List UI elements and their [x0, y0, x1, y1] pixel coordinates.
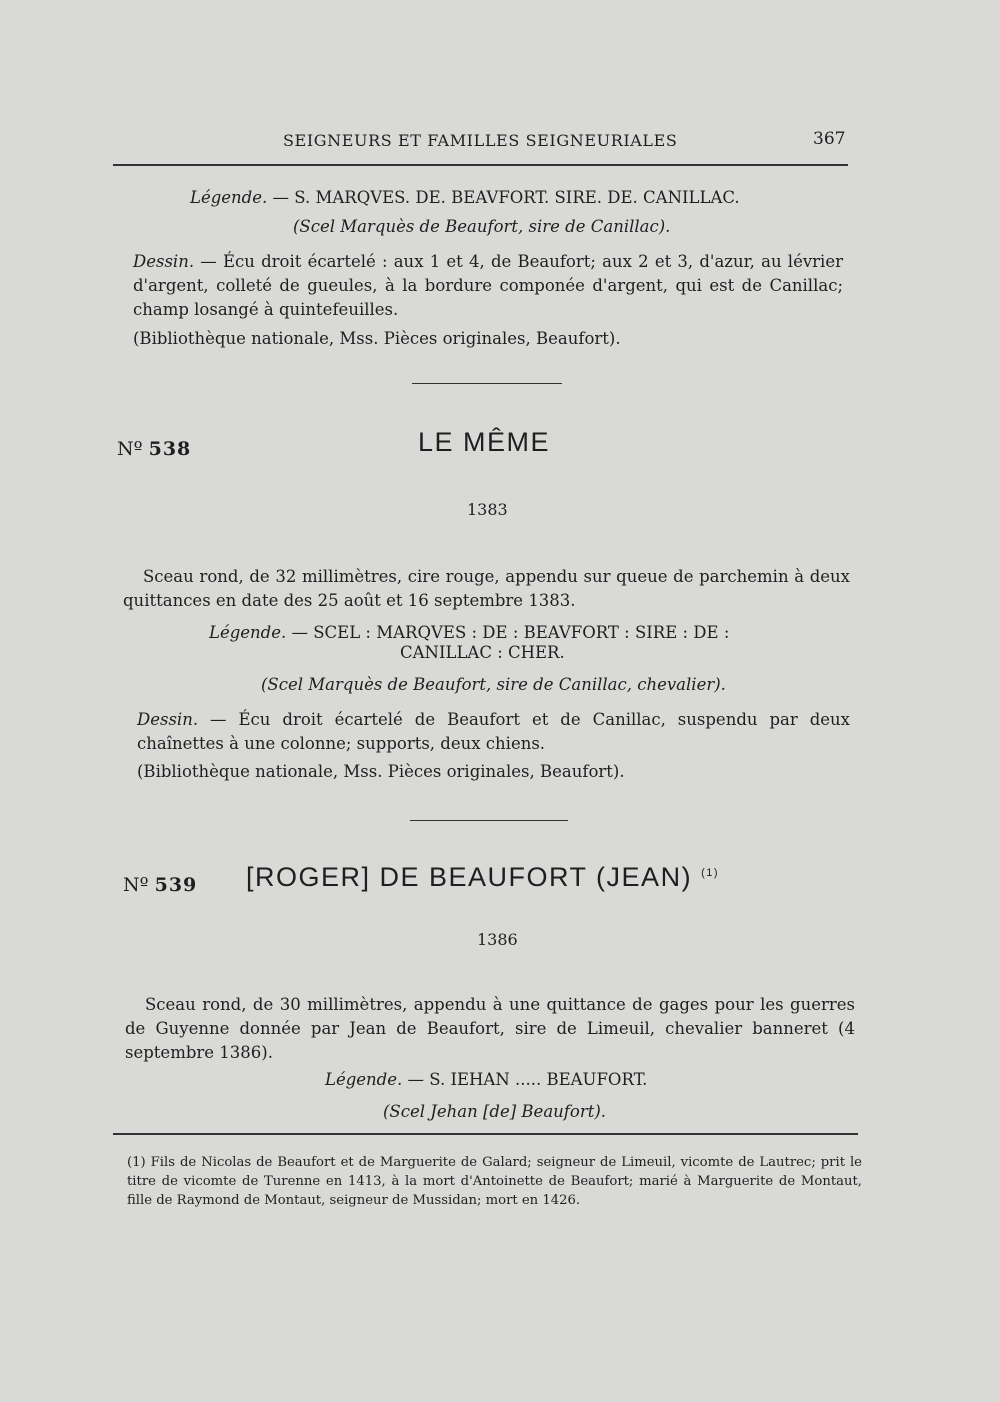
footnote-rule — [113, 1133, 858, 1135]
entry-number-prefix: Nº — [117, 438, 143, 460]
entry-title — [246, 862, 719, 893]
dessin-text: Écu droit écartelé de Beaufort et de Canillac, suspendu par deux chaînettes à une colonne; supports, deux chiens. — [137, 710, 850, 753]
footnote: (1) Fils de Nicolas de Beaufort et de Marguerite de Galard; seigneur de Limeuil, vicomte de Lautrec; prit le titre de vicomte de Turenne en 1413, à la mort d'Antoinette de Beaufort; marié à Marguerite de Montaut, fille de Raymond de Montaut, seigneur de Mussidan; mort en 1426. — [127, 1155, 862, 1208]
running-header: SEIGNEURS ET FAMILLES SEIGNEURIALES — [283, 131, 678, 150]
legende-label: Légende. — — [325, 1070, 424, 1089]
entry-year: 1383 — [467, 500, 508, 519]
entry-number-prefix: Nº — [123, 874, 149, 896]
prev-source: (Bibliothèque nationale, Mss. Pièces originales, Beaufort). — [133, 329, 621, 348]
prev-translation: (Scel Marquès de Beaufort, sire de Canillac). — [293, 217, 671, 236]
entry-source: (Bibliothèque nationale, Mss. Pièces originales, Beaufort). — [137, 762, 625, 781]
legende-label: Légende. — — [209, 623, 308, 642]
entry-title: LE MÊME — [418, 427, 551, 457]
section-separator — [412, 383, 562, 384]
entry-translation: (Scel Jehan [de] Beaufort). — [383, 1102, 607, 1121]
page-number: 367 — [813, 129, 846, 149]
entry-legende — [325, 1068, 647, 1092]
legende-text: S. MARQVES. DE. BEAVFORT. SIRE. DE. CANILLAC. — [294, 188, 740, 207]
entry-number-value: 539 — [154, 874, 198, 896]
dessin-text: Écu droit écartelé : aux 1 et 4, de Beaufort; aux 2 et 3, d'azur, au lévrier d'argent, colleté de gueules, à la bordure componée d'argent, qui est de Canillac; champ losangé à quintefeuilles. — [133, 252, 843, 319]
entry-description: Sceau rond, de 30 millimètres, appendu à une quittance de gages pour les guerres de Guyenne donnée par Jean de Beaufort, sire de Limeuil, chevalier banneret (4 septembre 1386). — [125, 995, 855, 1062]
footnote-reference[interactable]: (1) — [701, 867, 720, 879]
dessin-label: Dessin. — — [137, 710, 227, 729]
entry-translation: (Scel Marquès de Beaufort, sire de Canillac, chevalier). — [261, 675, 726, 694]
entry-title-text: [ROGER] DE BEAUFORT (JEAN) — [246, 862, 693, 892]
entry-number — [123, 874, 197, 896]
entry-number — [117, 438, 191, 460]
header-rule — [113, 164, 848, 166]
legende-label: Légende. — — [190, 188, 289, 207]
entry-number-value: 538 — [148, 438, 192, 460]
entry-dessin — [137, 708, 850, 756]
prev-legende — [190, 186, 740, 210]
section-separator — [410, 820, 568, 821]
dessin-label: Dessin. — — [133, 252, 217, 271]
legende-line-2: CANILLAC : CHER. — [400, 643, 565, 662]
legende-line-1: SCEL : MARQVES : DE : BEAVFORT : SIRE : DE : — [313, 623, 730, 642]
legende-text: S. IEHAN ..... BEAUFORT. — [429, 1070, 648, 1089]
entry-year: 1386 — [477, 930, 518, 949]
entry-description: Sceau rond, de 32 millimètres, cire rouge, appendu sur queue de parchemin à deux quittances en date des 25 août et 16 septembre 1383. — [123, 567, 850, 610]
prev-dessin — [133, 250, 843, 322]
